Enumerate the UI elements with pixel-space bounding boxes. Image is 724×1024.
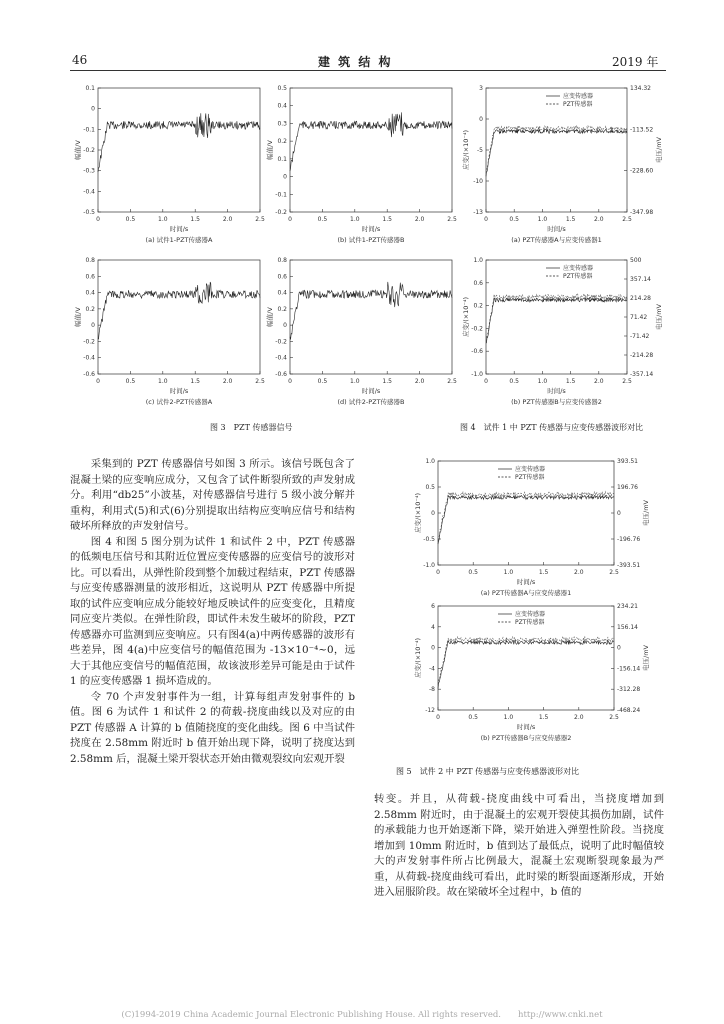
legend-label: 应变传感器	[515, 611, 546, 618]
fig3b-plot	[262, 82, 462, 252]
y-tick-label: -4	[429, 665, 435, 673]
fig4a-plot	[458, 82, 663, 252]
x-tick-label: 0.5	[509, 216, 519, 223]
y-tick-label: -0.6	[275, 371, 287, 378]
y2-tick-label: -113.52	[630, 126, 654, 134]
y-tick-label: 0.4	[85, 289, 95, 297]
y-tick-label: -0.3	[83, 167, 95, 175]
legend-label: PZT传感器	[515, 619, 545, 626]
fig3-panel-c	[70, 254, 270, 414]
y-tick-label: 0	[479, 116, 483, 123]
y-axis-label: 应变/(×10⁻⁴)	[414, 492, 422, 534]
x-tick-label: 2.5	[255, 216, 265, 223]
x-tick-label: 2.5	[622, 378, 632, 385]
signal-trace	[290, 282, 452, 340]
y2-tick-label: -468.24	[617, 707, 641, 714]
y2-tick-label: 357.14	[630, 276, 651, 283]
fig4b-plot	[458, 254, 663, 414]
y2-tick-label: 134.32	[630, 85, 651, 92]
plot-frame	[290, 88, 452, 212]
panel-caption: (a) PZT传感器A与应变传感器1	[511, 236, 602, 244]
y-tick-label: 0	[91, 105, 95, 113]
plot-frame	[486, 260, 627, 374]
y-tick-label: 0.4	[277, 102, 287, 110]
x-tick-label: 1.0	[350, 216, 360, 223]
x-tick-label: 1.5	[382, 216, 392, 223]
panel-caption: (b) PZT传感器B与应变传感器2	[511, 398, 602, 406]
y-tick-label: 0	[283, 322, 287, 330]
x-tick-label: 2.5	[622, 216, 632, 223]
y-axis-label: 应变/(×10⁻⁴)	[462, 129, 470, 171]
y2-tick-label: 393.51	[617, 458, 638, 465]
paragraph-4: 转变。并且，从荷载-挠度曲线中可看出，当挠度增加到 2.58mm 附近时，由于混凝土的宏观开裂使其损伤加剧，试件的承载能力也开始逐渐下降，梁开始进入弹塑性阶段。当挠度增加到 10mm 附近时，b 值到达了最低点，说明了此时幅值较大的声发射事件所占比例最大，混凝土宏观断裂现象最为严重，从荷载-挠度曲线可看出，此时梁的断裂面逐渐形成，开始进入屈服阶段。故在梁破坏全过程中，b 值的	[374, 793, 664, 898]
x-tick-label: 2.0	[222, 378, 233, 385]
signal-trace	[98, 282, 260, 339]
y-tick-label: -0.6	[83, 371, 95, 378]
y-tick-label: 4	[431, 623, 435, 631]
y-tick-label: 0	[431, 510, 435, 517]
y-tick-label: -0.5	[83, 209, 95, 216]
y2-tick-label: -196.76	[617, 536, 641, 543]
y-tick-label: -0.1	[83, 126, 95, 134]
y-tick-label: -5	[477, 147, 483, 154]
fig3-panel-a	[70, 82, 270, 252]
x-tick-label: 0	[288, 216, 292, 223]
plot-frame	[486, 88, 627, 212]
y-tick-label: -0.4	[83, 188, 95, 196]
y2-tick-label: 500	[630, 257, 642, 264]
y-tick-label: 0	[283, 173, 287, 181]
y-axis-label: 幅值/V	[266, 307, 274, 327]
x-tick-label: 0.5	[125, 378, 136, 385]
y-tick-label: 0.2	[85, 305, 95, 313]
header-rule	[70, 70, 666, 71]
x-tick-label: 1.5	[565, 378, 576, 385]
panel-caption: (a) 试件1-PZT传感器A	[145, 236, 213, 244]
fig5-caption: 图 5 试件 2 中 PZT 传感器与应变传感器波形对比	[396, 767, 580, 776]
y2-axis-label: 电压/mV	[655, 304, 663, 330]
x-tick-label: 1.5	[538, 569, 549, 576]
y2-tick-label: -214.28	[630, 352, 654, 359]
legend-label: PZT传感器	[563, 273, 593, 280]
x-tick-label: 2.5	[255, 378, 265, 385]
x-tick-label: 0	[484, 216, 488, 223]
x-axis-label: 时间/s	[169, 387, 189, 395]
x-tick-label: 1.0	[537, 216, 548, 223]
x-tick-label: 1.5	[190, 378, 200, 385]
plot-frame	[98, 88, 260, 212]
y2-tick-label: 156.14	[617, 623, 638, 631]
plot-frame	[290, 260, 452, 374]
y-tick-label: 0.6	[85, 273, 95, 281]
x-tick-label: 0.5	[317, 216, 328, 223]
x-tick-label: 2.0	[594, 378, 604, 385]
y-tick-label: 0.2	[277, 138, 287, 146]
y2-tick-label: -71.42	[630, 333, 650, 340]
y-axis-label: 幅值/V	[266, 140, 274, 160]
legend-label: 应变传感器	[563, 265, 594, 272]
y-tick-label: 0.8	[277, 257, 287, 264]
y2-tick-label: -312.28	[617, 686, 641, 694]
x-tick-label: 1.0	[158, 378, 168, 385]
y-axis-label: 幅值/V	[74, 140, 82, 160]
x-tick-label: 1.0	[537, 378, 548, 385]
y-tick-label: 3	[479, 85, 483, 92]
y-tick-label: 6	[431, 603, 435, 610]
y-tick-label: 0.6	[473, 279, 483, 287]
y-tick-label: 0.1	[85, 85, 95, 92]
y2-tick-label: 0	[617, 510, 621, 517]
panel-caption: (d) 试件2-PZT传感器B	[337, 398, 405, 406]
x-axis-label: 时间/s	[547, 387, 566, 395]
y-tick-label: -13	[473, 209, 483, 216]
year: 2019 年	[612, 55, 659, 69]
body-right-column	[374, 792, 664, 901]
x-tick-label: 0.5	[317, 378, 328, 385]
y2-tick-label: -357.14	[630, 371, 654, 378]
y2-tick-label: -347.98	[630, 209, 654, 216]
x-tick-label: 1.0	[350, 378, 360, 385]
y-tick-label: -0.6	[471, 348, 483, 356]
y-tick-label: 0.8	[85, 257, 95, 264]
copyright-footer: (C)1994-2019 China Academic Journal Electronic Publishing House. All rights reserved. http://www.cnki.net	[121, 1010, 603, 1020]
y-tick-label: 0.5	[277, 85, 287, 92]
fig3d-plot	[262, 254, 462, 414]
x-tick-label: 1.0	[503, 714, 514, 721]
paragraph-1: 采集到的 PZT 传感器信号如图 3 所示。该信号既包含了混凝土梁的应变响应成分，又包含了试件断裂所致的声发射成分。利用“db25”小波基，对传感器信号进行 5 级小波分解并重构，利用式(5)和式(6)分别提取出结构应变响应信号和结构破坏所释放的声发射信号。	[70, 458, 355, 532]
y-tick-label: 0	[91, 322, 95, 330]
x-tick-label: 0.5	[509, 378, 519, 385]
x-tick-label: 1.5	[565, 216, 576, 223]
fig5a-plot	[410, 455, 650, 605]
y-tick-label: -1.0	[471, 371, 483, 378]
y2-tick-label: -228.60	[630, 167, 654, 175]
y-tick-label: 1.0	[425, 458, 435, 465]
fig4-caption: 图 4 试件 1 中 PZT 传感器与应变传感器波形对比	[460, 423, 644, 432]
x-axis-label: 时间/s	[361, 387, 381, 395]
y-axis-label: 应变/(×10⁻⁴)	[414, 637, 422, 679]
x-tick-label: 0.5	[125, 216, 136, 223]
fig5b-plot	[410, 600, 650, 750]
x-tick-label: 2.0	[414, 216, 425, 223]
fig3a-plot	[70, 82, 270, 252]
y2-axis-label: 电压/mV	[655, 137, 663, 163]
journal-title: 建 筑 结 构	[318, 55, 393, 69]
fig3-panel-d	[262, 254, 462, 414]
x-tick-label: 1.0	[503, 569, 514, 576]
x-tick-label: 0	[484, 378, 488, 385]
y-axis-label: 幅值/V	[74, 307, 82, 327]
fig3-panel-b	[262, 82, 462, 252]
pzt-trace	[438, 637, 614, 685]
x-axis-label: 时间/s	[361, 225, 381, 233]
paragraph-2: 图 4 和图 5 图分别为试件 1 和试件 2 中，PZT 传感器的低频电压信号和其附近位置应变传感器的应变信号的波形对比。可以看出，从弹性阶段到整个加载过程结束，PZT 传感器与应变传感器测量的波形相近，这说明从 PZT 传感器中所提取的试件应变响应成分能较好地反映试件的应变变化，且精度同应变片类似。在弹性阶段，即试件未发生破坏的阶段，PZT 传感器亦可监测到应变响应。只有图4(a)中两传感器的波形有些差异，图 4(a)中应变信号的幅值范围为 -13×10⁻⁴~0，远大于其他应变信号的幅值范围，故该波形差异可能是由于试件 1 的应变传感器 1 损坏造成的。	[70, 535, 355, 687]
y2-axis-label: 电压/mV	[642, 500, 650, 526]
y2-tick-label: -156.14	[617, 665, 641, 673]
y-tick-label: -10	[473, 178, 483, 185]
x-axis-label: 时间/s	[547, 225, 566, 233]
x-tick-label: 1.0	[158, 216, 168, 223]
y2-tick-label: 0	[617, 644, 621, 652]
x-tick-label: 0.5	[468, 569, 478, 576]
fig5-panel-b	[410, 600, 650, 750]
x-axis-label: 时间/s	[516, 723, 536, 731]
x-tick-label: 2.5	[609, 714, 619, 721]
x-tick-label: 0	[96, 216, 100, 223]
signal-trace	[98, 113, 260, 172]
legend-label: 应变传感器	[515, 466, 546, 473]
signal-trace	[438, 495, 614, 544]
panel-caption: (b) PZT传感器B与应变传感器2	[480, 734, 572, 742]
y2-tick-label: 214.28	[630, 295, 651, 302]
y-tick-label: 0.3	[277, 120, 287, 128]
y-tick-label: 0.2	[277, 305, 287, 313]
y-tick-label: -12	[425, 707, 435, 714]
x-tick-label: 0	[436, 714, 440, 721]
y-tick-label: -0.4	[83, 354, 95, 362]
x-tick-label: 2.0	[414, 378, 425, 385]
y-tick-label: 0	[431, 644, 435, 652]
panel-caption: (a) PZT传感器A与应变传感器1	[480, 589, 572, 597]
y-tick-label: 0.1	[277, 155, 287, 163]
x-tick-label: 0	[96, 378, 100, 385]
x-tick-label: 0	[436, 569, 440, 576]
y-tick-label: -1.0	[423, 562, 435, 569]
y-tick-label: -0.2	[275, 209, 287, 216]
y-tick-label: -0.2	[83, 147, 95, 154]
y-tick-label: -8	[429, 686, 435, 694]
x-tick-label: 2.5	[609, 569, 619, 576]
y-tick-label: 0.5	[425, 484, 435, 491]
signal-trace	[438, 640, 614, 688]
x-tick-label: 1.5	[190, 216, 200, 223]
y2-tick-label: -393.51	[617, 562, 641, 569]
x-tick-label: 1.5	[538, 714, 549, 721]
x-axis-label: 时间/s	[516, 578, 536, 586]
y-tick-label: -0.2	[83, 338, 95, 346]
y-tick-label: -0.4	[275, 354, 287, 362]
x-tick-label: 0	[288, 378, 292, 385]
y-axis-label: 应变/(×10⁻⁴)	[462, 296, 470, 338]
y2-tick-label: 234.21	[617, 603, 638, 610]
panel-caption: (b) 试件1-PZT传感器B	[337, 236, 405, 244]
y-tick-label: 0.2	[473, 302, 483, 310]
y-tick-label: 0.6	[277, 273, 287, 281]
fig4-panel-a	[458, 82, 663, 252]
y-tick-label: 0.4	[277, 289, 287, 297]
plot-frame	[98, 260, 260, 374]
y-tick-label: -0.2	[275, 338, 287, 346]
y-tick-label: -0.1	[275, 191, 287, 199]
y-tick-label: -0.5	[423, 536, 435, 543]
legend-label: PZT传感器	[515, 474, 545, 481]
signal-trace	[486, 298, 627, 343]
y2-tick-label: 71.42	[630, 314, 648, 321]
fig3-caption: 图 3 PZT 传感器信号	[210, 423, 293, 432]
fig5-panel-a	[410, 455, 650, 605]
panel-caption: (c) 试件2-PZT传感器A	[145, 398, 213, 406]
x-tick-label: 1.5	[382, 378, 392, 385]
fig3c-plot	[70, 254, 270, 414]
x-tick-label: 2.0	[222, 216, 233, 223]
fig4-panel-b	[458, 254, 663, 414]
x-axis-label: 时间/s	[169, 225, 189, 233]
x-tick-label: 2.0	[594, 216, 604, 223]
y2-axis-label: 电压/mV	[642, 645, 650, 671]
x-tick-label: 0.5	[468, 714, 478, 721]
signal-trace	[290, 112, 452, 171]
legend-label: 应变传感器	[563, 93, 594, 100]
x-tick-label: 2.5	[447, 216, 457, 223]
y-tick-label: 1.0	[473, 257, 483, 264]
x-tick-label: 2.0	[574, 569, 584, 576]
x-tick-label: 2.0	[574, 714, 584, 721]
legend-label: PZT传感器	[563, 101, 593, 108]
body-left-column	[70, 457, 355, 767]
paragraph-3: 令 70 个声发射事件为一组，计算每组声发射事件的 b 值。图 6 为试件 1 和试件 2 的荷载-挠度曲线以及对应的由 PZT 传感器 A 计算的 b 值随挠度的变化曲线。图 6 中当试件挠度在 2.58mm 附近时 b 值开始出现下降，说明了挠度达到 2.58mm 后，混凝土梁开裂状态开始由微观裂纹向宏观开裂	[70, 690, 355, 765]
y2-tick-label: 196.76	[617, 484, 638, 491]
y-tick-label: -0.2	[471, 325, 483, 333]
signal-trace	[486, 129, 627, 176]
x-tick-label: 2.5	[447, 378, 457, 385]
page-number: 46	[72, 53, 88, 67]
